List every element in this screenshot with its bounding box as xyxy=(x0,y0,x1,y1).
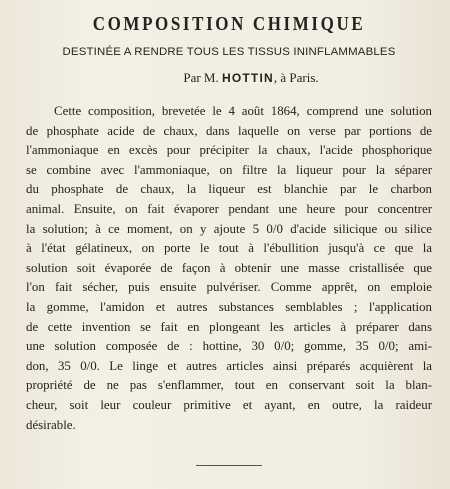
body-line: animal. Ensuite, on fait évaporer pendant une heure pour concentrer xyxy=(26,201,432,216)
author-name: HOTTIN xyxy=(221,71,274,85)
body-line: se combine avec l'ammoniaque, on filtre la liqueur pour la séparer xyxy=(26,162,432,177)
article-subtitle: DESTINÉE A RENDRE TOUS LES TISSUS ININFLAMMABLES xyxy=(62,46,396,58)
body-line: la solution; à ce moment, on y ajoute 5 0/0 d'acide silicique ou silice xyxy=(26,221,432,236)
body-line: Cette composition, brevetée le 4 août 1864, comprend une solution xyxy=(54,104,432,118)
section-divider xyxy=(196,465,262,466)
body-line: une solution composée de : hottine, 30 0/0; gomme, 35 0/0; ami- xyxy=(26,339,432,354)
author-line xyxy=(26,70,432,86)
body-line: la gomme, l'amidon et autres substances semblables ; l'application xyxy=(26,299,432,314)
author-suffix: , à Paris. xyxy=(273,70,319,85)
body-line: de cette invention se fait en plongeant les articles à préparer dans xyxy=(26,319,432,334)
body-line: l'ammoniaque en excès pour précipiter la chaux, l'acide phosphorique xyxy=(26,143,432,158)
body-line: solution soit évaporée de façon à obtenir une masse cristallisée que xyxy=(26,260,432,275)
author-prefix: Par M. xyxy=(183,70,219,85)
body-line: du phosphate de chaux, la liqueur est blanchie par le charbon xyxy=(26,182,432,197)
body-line: désirable. xyxy=(26,417,76,432)
body-line: l'on fait sécher, puis ensuite pulvériser. Comme apprêt, on emploie xyxy=(26,280,432,295)
body-line: à l'état gélatineux, on porte le tout à l'ébullition jusqu'à ce que la xyxy=(26,241,432,256)
body-line: de phosphate acide de chaux, dans laquelle on verse par portions de xyxy=(26,123,432,138)
body-line: propriété de ne pas s'enflammer, tout en conservant soit la blan- xyxy=(26,378,432,393)
article-title: COMPOSITION CHIMIQUE xyxy=(92,12,366,35)
body-line: cheur, soit leur couleur primitive et ayant, en outre, la raideur xyxy=(26,397,432,412)
article-body xyxy=(26,102,432,435)
body-line: don, 35 0/0. Le linge et autres articles ainsi préparés acquièrent la xyxy=(26,358,432,373)
